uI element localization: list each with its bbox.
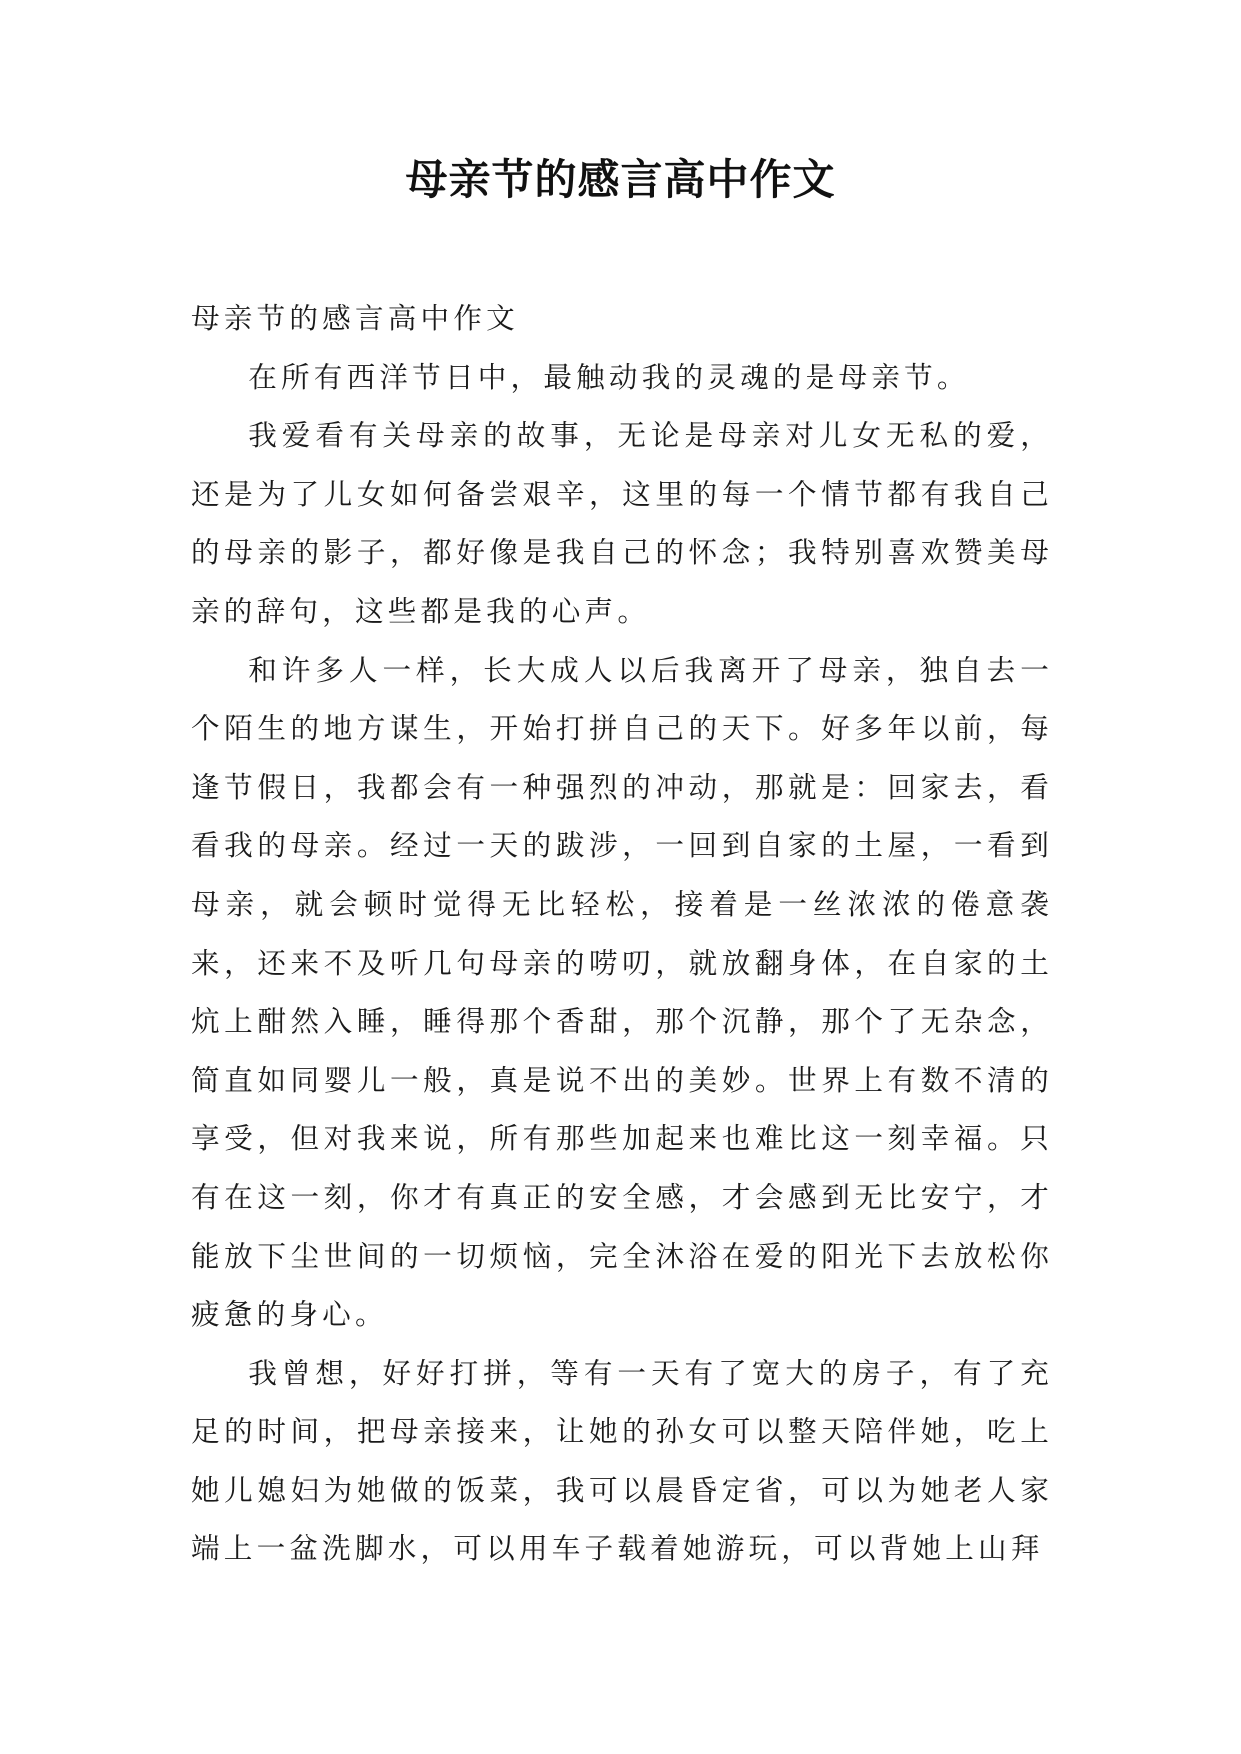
paragraph-1: 在所有西洋节日中，最触动我的灵魂的是母亲节。 bbox=[248, 359, 970, 394]
paragraph-2: 我爱看有关母亲的故事，无论是母亲对儿女无私的爱，还是为了儿女如何备尝艰辛，这里的每一个情节都有我自己的母亲的影子，都好像是我自己的怀念；我特别喜欢赞美母亲的辞句，这些都是我的心声。 bbox=[191, 418, 1053, 628]
document-subtitle: 母亲节的感言高中作文 bbox=[191, 301, 519, 335]
paragraph-3: 和许多人一样，长大成人以后我离开了母亲，独自去一个陌生的地方谋生，开始打拼自己的天下。好多年以前，每逢节假日，我都会有一种强烈的冲动，那就是：回家去，看看我的母亲。经过一天的跋涉，一回到自家的土屋，一看到母亲，就会顿时觉得无比轻松，接着是一丝浓浓的倦意袭来，还来不及听几句母亲的唠叨，就放翻身体，在自家的土炕上酣然入睡，睡得那个香甜，那个沉静，那个了无杂念，简直如同婴儿一般，真是说不出的美妙。世界上有数不清的享受，但对我来说，所有那些加起来也难比这一刻幸福。只有在这一刻，你才有真正的安全感，才会感到无比安宁，才能放下尘世间的一切烦恼，完全沐浴在爱的阳光下去放松你疲惫的身心。 bbox=[191, 652, 1053, 1332]
paragraph-4: 我曾想，好好打拼，等有一天有了宽大的房子，有了充足的时间，把母亲接来，让她的孙女可以整天陪伴她，吃上她儿媳妇为她做的饭菜，我可以晨昏定省，可以为她老人家端上一盆洗脚水，可以用车子载着她游玩，可以背她上山拜 bbox=[191, 1355, 1053, 1566]
document-title: 母亲节的感言高中作文 bbox=[405, 155, 836, 204]
document-body bbox=[191, 289, 1053, 1578]
